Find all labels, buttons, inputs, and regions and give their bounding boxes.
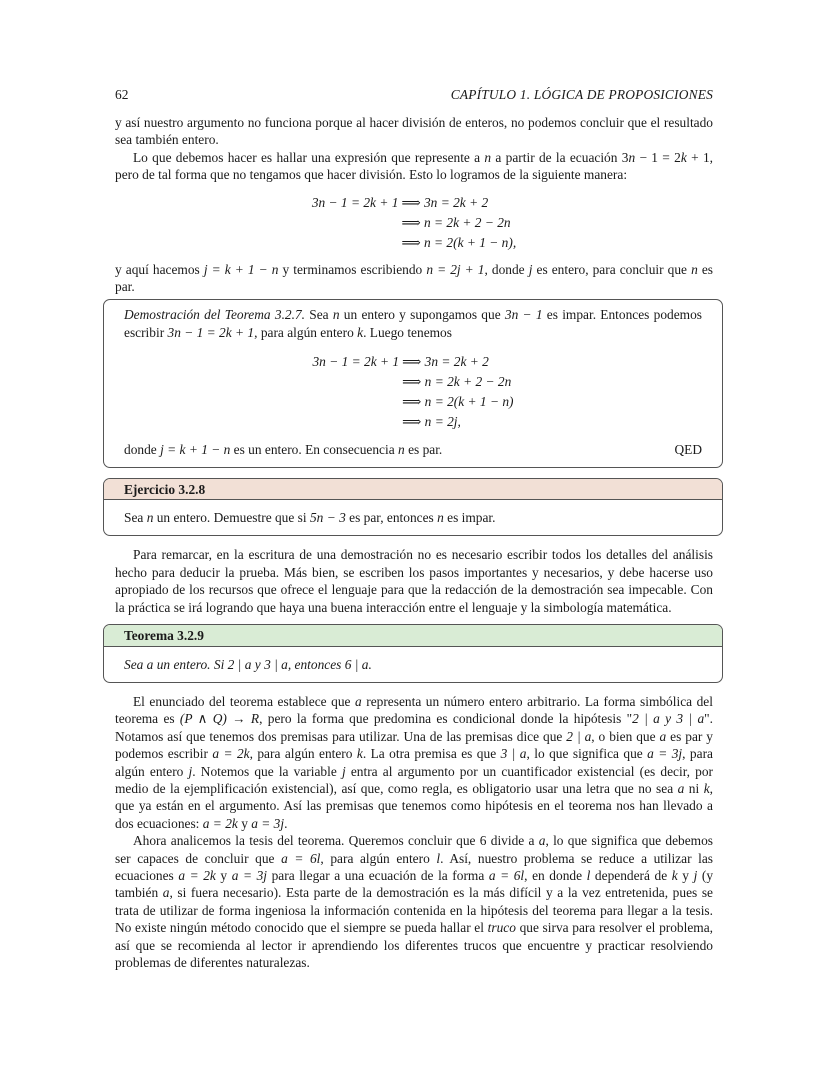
equation-rhs: ⟹ 3n = 2k + 2 [401, 194, 489, 210]
equation-rhs: ⟹ n = 2(k + 1 − n) [402, 394, 514, 410]
paragraph-2: Lo que debemos hacer es hallar una expresión que represente a n a partir de la ecuación 3n − 1 = 2k + 1, pero de tal forma que no tengamos que hacer división. Esto lo logramos de la siguiente manera: [115, 149, 714, 183]
equation-lhs [312, 213, 402, 233]
exercise-body: Sea n un entero. Demuestre que si 5n − 3 es par, entonces n es impar. [124, 510, 496, 526]
theorem-box [103, 624, 723, 683]
equation-rhs: ⟹ 3n = 2k + 2 [402, 354, 489, 370]
proof-box [103, 299, 723, 467]
equation-rhs: ⟹ n = 2k + 2 − 2n [402, 374, 512, 390]
equation-lhs [312, 372, 402, 392]
equation-rhs: ⟹ n = 2k + 2 − 2n [401, 214, 511, 230]
exercise-box [103, 478, 723, 537]
equation-lhs [312, 233, 402, 253]
paragraph-1: y así nuestro argumento no funciona porque al hacer división de enteros, no podemos concluir que el resultado sea también entero. [115, 115, 713, 148]
paragraph-3: y aquí hacemos j = k + 1 − n y terminamos escribiendo n = 2j + 1, donde j es entero, para concluir que n es par. [115, 261, 713, 295]
paragraph-6: Ahora analicemos la tesis del teorema. Queremos concluir que 6 divide a a, lo que significa que debemos ser capaces de concluir que a = 6l, para algún entero l. Así, nuestro problema se reduce a utilizar las ecuaciones a = 2k y a = 3j para llegar a una ecuación de la forma a = 6l, en donde l dependerá de k y j (y también a, si fuera necesario). Esta parte de la demostración es la más difícil y a la vez entretenida, pues se trata de utilizar de forma ingeniosa la información contenida en la hipótesis del teorema para llegar a la tesis. No existe ningún método conocido que el siempre se pueda hallar el truco que sirva para resolver el problema, así que se recomienda al lector ir aprendiendo los diferentes trucos que encuentre y practicar resolviendo problemas de diferentes naturalezas. [115, 833, 714, 970]
theorem-statement: Sea a un entero. Si 2 | a y 3 | a, entonces 6 | a. [124, 656, 372, 672]
qed-mark: QED [674, 442, 702, 458]
equation-lhs: 3n − 1 = 2k + 1 [311, 194, 399, 210]
proof-conclusion [124, 441, 702, 458]
proof-equation-block [124, 352, 702, 432]
chapter-title: CAPÍTULO 1. LÓGICA DE PROPOSICIONES [450, 87, 713, 102]
equation-lhs [312, 392, 402, 412]
equation-block-1 [115, 193, 713, 253]
equation-lhs: 3n − 1 = 2k + 1 [312, 354, 400, 370]
equation-rhs: ⟹ n = 2(k + 1 − n), [401, 234, 517, 250]
equation-rhs: ⟹ n = 2j, [402, 414, 461, 430]
proof-title: Demostración del Teorema 3.2.7. [124, 307, 305, 323]
emphasis-truco: truco [487, 920, 516, 936]
book-page [115, 86, 713, 971]
theorem-title: Teorema 3.2.9 [104, 625, 722, 646]
paragraph-4: Para remarcar, en la escritura de una demostración no es necesario escribir todos los detalles del análisis hecho para deducir la prueba. Más bien, se escriben los pasos importantes y necesarios, y debe hacerse uso apropiado de los recursos que ofrece el lenguaje para que la redacción de la demostración sea impecable. Con la práctica se irá logrando que haya una buena interacción entre el lenguaje y la simbología matemática. [115, 547, 713, 615]
paragraph-5: El enunciado del teorema establece que a representa un número entero arbitrario. La forma simbólica del teorema es (P ∧ Q) → R, pero la forma que predomina es condicional donde la hipótesis "2 | a y 3 | a". Notamos así que tenemos dos premisas para utilizar. Una de las premisas dice que 2 | a, o bien que a es par y podemos escribir a = 2k, para algún entero k. La otra premisa es que 3 | a, lo que significa que a = 3j, para algún entero j. Notemos que la variable j entra al argumento por un cuantificador existencial (es decir, por medio de la ejemplificación existencial), así que, como regla, es obligatorio usar una letra que no sea a ni k, que ya están en el argumento. Así las premisas que tenemos como hipótesis en el teorema nos han llevado a dos ecuaciones: a = 2k y a = 3j. [115, 693, 713, 831]
page-number: 62 [115, 87, 129, 102]
equation-lhs [312, 412, 402, 432]
proof-intro: Demostración del Teorema 3.2.7. Sea n un entero y supongamos que 3n − 1 es impar. Entonces podemos escribir 3n − 1 = 2k + 1, para algún entero k. Luego tenemos [124, 307, 702, 340]
exercise-title: Ejercicio 3.2.8 [104, 479, 722, 500]
proof-closing-text: donde j = k + 1 − n es un entero. En consecuencia n es par. [124, 442, 443, 458]
running-header [115, 86, 713, 106]
